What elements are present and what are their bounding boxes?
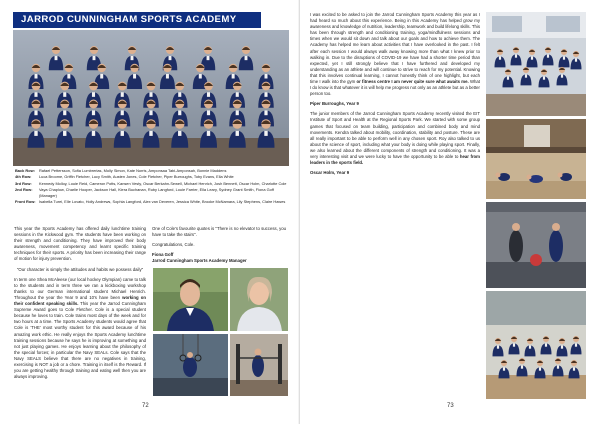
ball-exercise-photo xyxy=(486,202,586,288)
visit-author: Oscar Holm, Year 9 xyxy=(310,170,350,176)
caption-row-names: Luca Broome, Griffin Fletcher, Lucy Smith, Austen Jones, Cole Fletcher, Piper Burroughs, Toby Evans, Ella White xyxy=(39,174,234,180)
student-portrait-photo xyxy=(153,268,228,331)
eit-visit-paragraph: The junior members of the Jarrod Cunningham Sports Academy recently visited the EIT Institute of Sport and Health at the Regional Sports Park. We started with some group games that focused on team building, participation and combined body and mind movements. Kendra talked about mobility, coordination, stability and posture. These are all really important to be able to perform well in any chosen sport. Roy also talked to us about the science of sport, including what your body is doing while playing sport. Finally, we also learned about the different components of strength and conditioning. It was a very interesting visit and we were lucky to have the opportunity to be able to hear from leaders in the sports field. xyxy=(310,111,480,166)
gym-rings-photo xyxy=(153,334,228,396)
section-banner xyxy=(13,12,261,28)
caption-row-names: Isabella Turei, Elle Lovato, Holly Andrews, Sophia Langford, Alex van Deveren, Jessica White, Brooke McNamara, Lily Stephens, Claire Hawes xyxy=(39,199,286,205)
team-group-photo xyxy=(13,30,289,166)
manager-portrait-photo xyxy=(230,268,288,331)
author-role: Jarrod Cunningham Sports Academy Manager xyxy=(152,258,247,264)
author-name: Fiona Goff xyxy=(152,252,174,258)
congratulations-text: Congratulations, Cole. xyxy=(152,242,195,248)
page-number: 72 xyxy=(142,403,149,409)
weights-training-photo xyxy=(230,334,288,396)
favourite-quote-paragraph: One of Cole's favourite quotes is "There is no elevator to success, you have to take the stairs". xyxy=(152,226,286,238)
team-photo-caption xyxy=(15,168,291,206)
caption-row-label: 3rd Row: xyxy=(15,180,32,186)
banner-title: JARROD CUNNINGHAM SPORTS ACADEMY xyxy=(21,14,237,25)
gym-hall-photo xyxy=(486,119,586,199)
caption-row-names: Rafael Pettersson, Sofia Lumbrerias, Molly Simon, Kate Norris, Amponsaa Tabi-Amponsah, Bonnie Maddens xyxy=(39,168,227,173)
sports-hall-group-photo xyxy=(486,291,586,399)
author-signoff xyxy=(152,252,286,264)
caption-row-label: 2nd Row: xyxy=(15,186,33,192)
caption-row-label: Back Row: xyxy=(15,168,35,173)
article-column-1 xyxy=(14,226,146,384)
award-paragraph: In term one Shea McAleese (our local hockey Olympian) came to talk to the students and in term three we ran a kickboxing workshop thanks to our German international student Michael Henrich. Throughout the year the Year 9 and 10's have been working on their confident speaking skills. This year the Jarrod Cunningham Supreme Award goes to Cole Fletcher. Cole is a special student because he loves to train. Cole trains most days of the week and for two hours at a time. The Sports Academy students would agree that Cole is 'THE' most worthy student for this award because of his amazing work ethic. He really enjoys the Sports Academy lunchtime training sessions because he says he is improving at something and not just playing games. He enjoys learning about the philosophy of the special forces; in particular the Navy SEALs. Cole says that the Navy SEALS believe that there are no negatives in training, exercising is NOT a job or a chore. Training in itself is the Reward. If you are getting healthy through training and eating well then you are always improving. xyxy=(14,276,146,380)
page-number: 73 xyxy=(447,403,454,409)
classroom-group-photo xyxy=(486,12,586,116)
caption-row-label: Front Row: xyxy=(15,199,36,205)
caption-row-names: Vaya Chaplow, Charlie Hooper, Jackson Hall, Kiera Buchanan, Ruby Langford, Louie Farrier, Ella Leary, Sydney Grant Smith, Fiona Goff (Manager) xyxy=(39,186,274,199)
intro-paragraph: This year the Sports Academy has offered daily lunchtime training sessions in the Kickwood gym. The students have been working on their strength and conditioning. They have improved their body awareness, movement competency and learnt specific training techniques for their sports. A priority has been increasing their range of motion for injury prevention. xyxy=(14,226,146,262)
right-article-column xyxy=(310,12,480,180)
caption-row-names: Kennedy Molloy, Louie Reid, Cameron Potts, Kansen Vesty, Oscar Berkahn-Sewell, Michael Henrich, Josh Bennett, Oscar Holm, Charlotte Cole xyxy=(39,180,287,186)
caption-row xyxy=(15,199,291,205)
testimonial-author: Piper Burroughs, Year 9 xyxy=(310,101,359,107)
article-column-2 xyxy=(152,226,286,264)
caption-row-label: 4th Row: xyxy=(15,174,32,180)
page-73 xyxy=(300,0,600,424)
character-quote: "Our character is simply the attitudes and habits we possess daily" xyxy=(16,266,144,272)
caption-row xyxy=(15,187,291,200)
piper-testimonial: I was excited to be asked to join the Jarrod Cunningham Sports Academy this year as I had heard so much about this experience. Being in this Academy has helped grow my awareness and knowledge of nutrition, leadership, teamwork and build lifelong skills. This has been through strength and conditioning training, yoga/mindfulness sessions and times when we would sit down and talk about our goals and how to achieve them. The Academy has helped me learn about activities that I have overlooked in the past. I felt after each session I would always walk away knowing more than what I knew prior to walking in. Due to the disruptions of COVID-19 we have had a shorter time period than expected, yet I still strongly believe that I have furthered and developed my understanding as an athlete and will continue to strive to reach for my potential. Knowing that this involves continual learning, I cannot honestly think of one highlight, but each time I walk into the gym or fitness centre I am never quite sure what awaits me. What I do know is that whatever it is will help me progress not only as an athlete but as a better person too. xyxy=(310,12,480,97)
